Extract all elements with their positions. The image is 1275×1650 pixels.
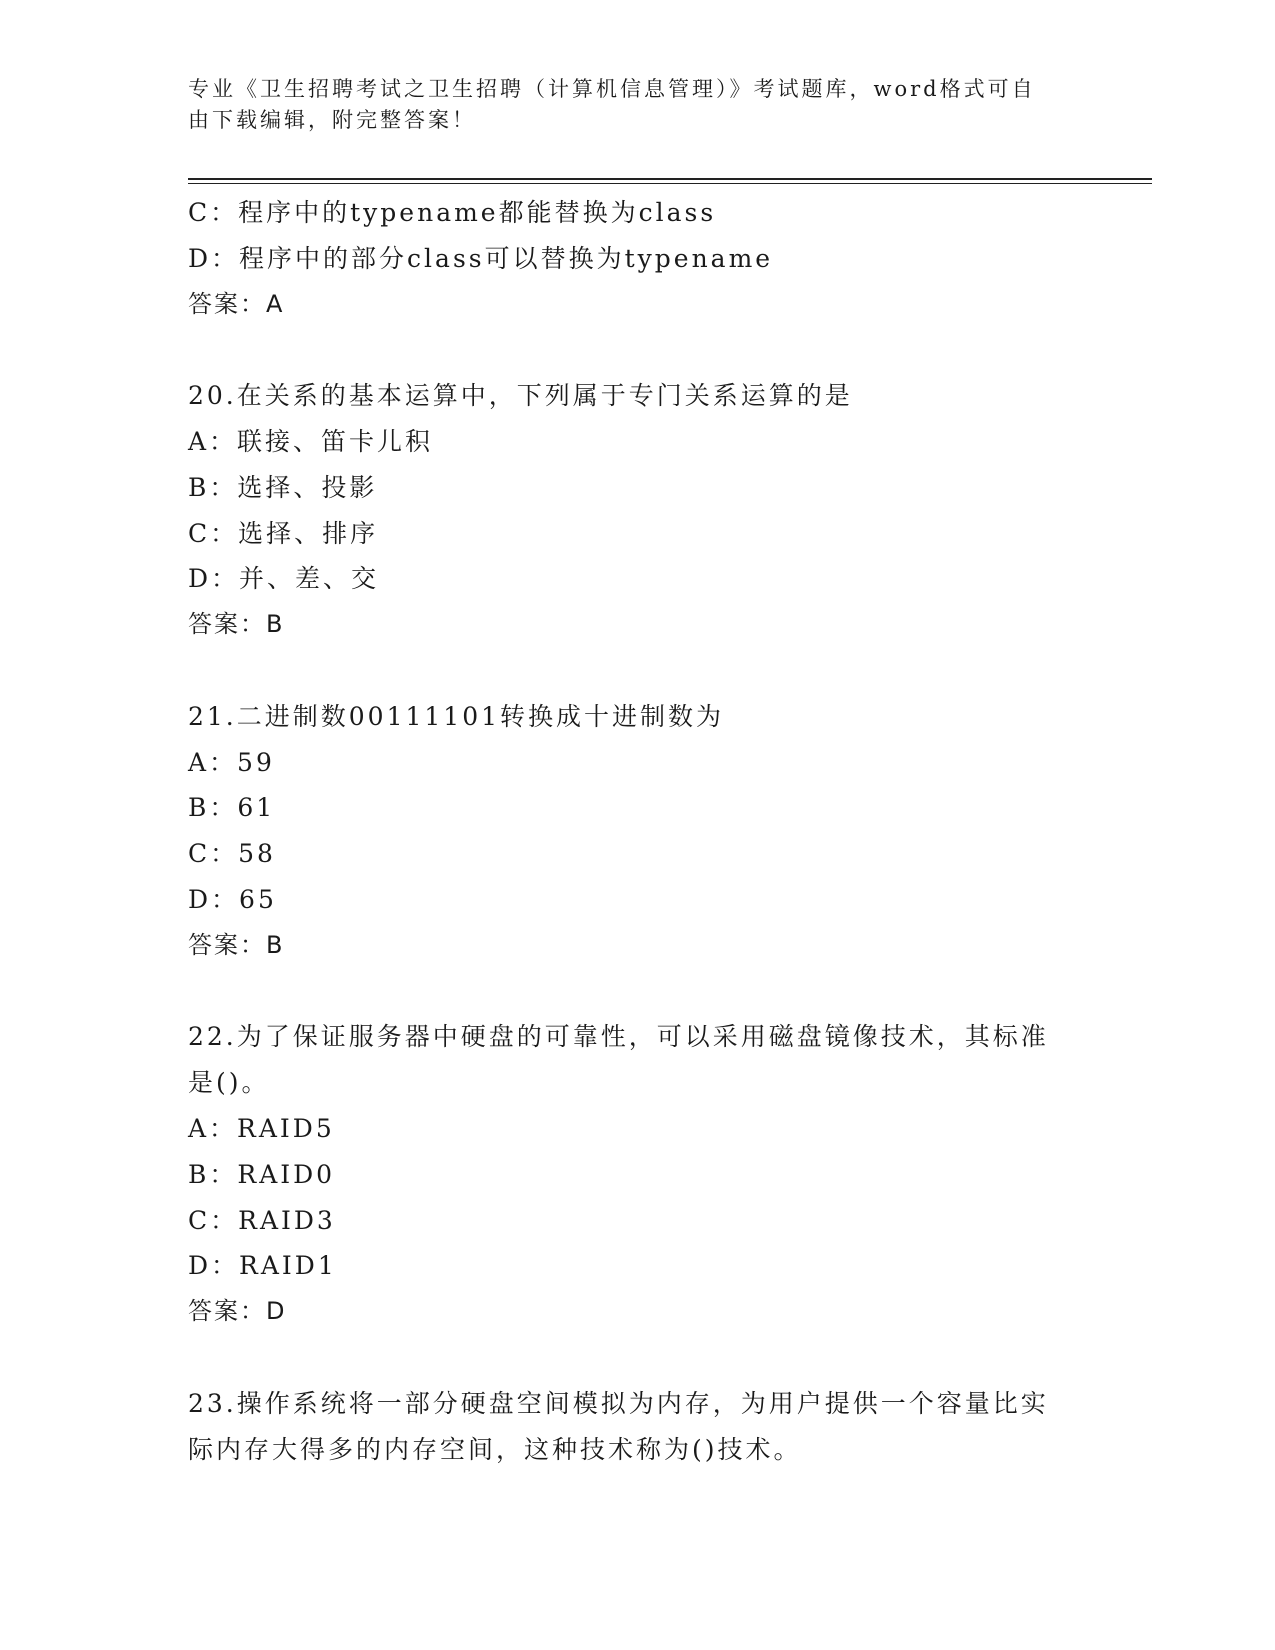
option-d: D：并、差、交 <box>188 564 380 594</box>
option-b: B：61 <box>188 793 276 823</box>
option-b: B：选择、投影 <box>188 472 378 502</box>
answer-line: 答案：B <box>188 930 285 959</box>
option-d: D：65 <box>188 884 277 914</box>
option-a: A：联接、笛卡儿积 <box>188 426 434 456</box>
option-c: C：58 <box>188 839 276 869</box>
header-line-1: 专业《卫生招聘考试之卫生招聘（计算机信息管理）》考试题库，word格式可自 <box>188 77 1036 101</box>
option-a: A：59 <box>188 747 275 777</box>
option-a: A：RAID5 <box>188 1113 335 1143</box>
header-rule-thick <box>188 178 1152 180</box>
question-stem-line-1: 23.操作系统将一部分硬盘空间模拟为内存，为用户提供一个容量比实 <box>188 1388 1049 1418</box>
answer-line: 答案：D <box>188 1297 287 1326</box>
option-d: D：程序中的部分class可以替换为typename <box>188 243 774 273</box>
question-21 <box>188 694 1088 969</box>
question-19-continued <box>188 190 1088 327</box>
header-rule-thin <box>188 183 1152 184</box>
question-list <box>188 190 1088 1472</box>
question-stem: 21.二进制数00111101转换成十进制数为 <box>188 701 725 731</box>
question-stem-line-2: 是()。 <box>188 1068 270 1098</box>
question-23 <box>188 1381 1088 1473</box>
option-c: C：选择、排序 <box>188 518 379 548</box>
option-d: D：RAID1 <box>188 1251 337 1281</box>
header-line-2: 由下载编辑，附完整答案！ <box>188 108 476 132</box>
answer-line: 答案：B <box>188 610 285 639</box>
option-c: C：程序中的typename都能替换为class <box>188 198 717 227</box>
document-header <box>188 74 1068 136</box>
question-20 <box>188 373 1088 648</box>
option-c: C：RAID3 <box>188 1205 336 1235</box>
question-stem: 20.在关系的基本运算中，下列属于专门关系运算的是 <box>188 381 853 411</box>
question-22 <box>188 1014 1088 1335</box>
question-stem-line-2: 际内存大得多的内存空间，这种技术称为()技术。 <box>188 1434 802 1464</box>
question-stem-line-1: 22.为了保证服务器中硬盘的可靠性，可以采用磁盘镜像技术，其标准 <box>188 1022 1049 1052</box>
option-b: B：RAID0 <box>188 1159 336 1189</box>
answer-line: 答案：A <box>188 289 285 318</box>
